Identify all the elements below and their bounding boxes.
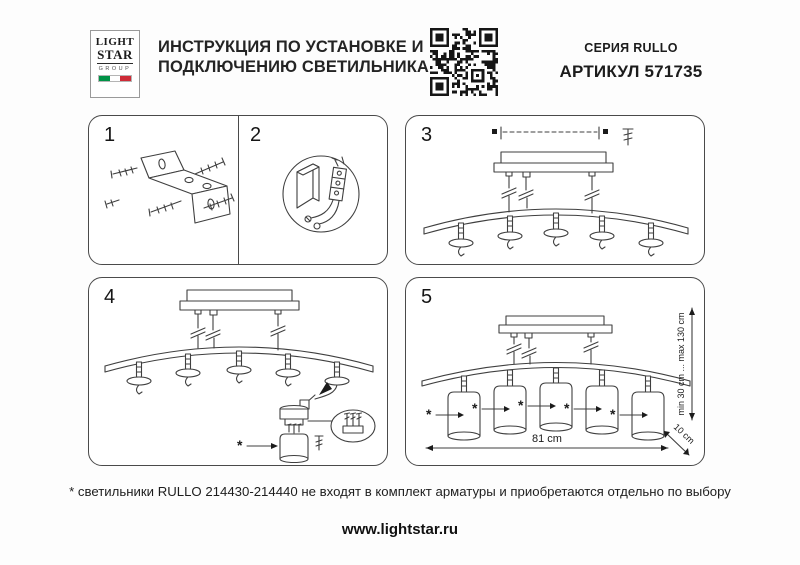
wiring-detail bbox=[283, 156, 359, 232]
terminal-detail-callout bbox=[308, 410, 375, 442]
website-url: www.lightstar.ru bbox=[341, 521, 459, 538]
asterisk-note: * bbox=[564, 400, 570, 416]
logo-text-group: GROUP bbox=[97, 63, 133, 72]
panel-step-4 bbox=[88, 277, 388, 466]
step-1-2-illustration bbox=[89, 116, 389, 266]
width-dimension-label: 81 cm bbox=[532, 433, 562, 445]
height-dimension bbox=[676, 308, 695, 420]
qr-code-icon bbox=[430, 26, 498, 98]
screw-icon bbox=[623, 129, 633, 145]
mounting-bracket bbox=[141, 151, 230, 223]
step-2-number: 2 bbox=[250, 124, 262, 146]
anchor-screw-icon bbox=[111, 167, 137, 178]
asterisk-note: * bbox=[237, 437, 243, 453]
mounting-strip bbox=[492, 127, 608, 139]
logo-text-star: STAR bbox=[97, 47, 133, 62]
anchor-screw-icon bbox=[149, 201, 181, 216]
step-4-number: 4 bbox=[104, 286, 116, 308]
italian-flag-icon bbox=[98, 75, 132, 82]
step-1-number: 1 bbox=[104, 124, 116, 146]
asterisk-note: * bbox=[518, 397, 524, 413]
screw-icon bbox=[105, 200, 119, 208]
ceiling-canopy bbox=[494, 152, 613, 177]
panel-step-5 bbox=[405, 277, 705, 466]
pointer-arrow bbox=[247, 443, 278, 449]
page-title-line1: ИНСТРУКЦИЯ ПО УСТАНОВКЕ И bbox=[158, 38, 424, 56]
footnote: * светильники RULLO 214430-214440 не входят в комплект арматуры и приобретаются отдельно по выбору bbox=[69, 484, 731, 499]
step-3-number: 3 bbox=[421, 124, 433, 146]
step-3-illustration bbox=[406, 116, 706, 266]
article-label: АРТИКУЛ 571735 bbox=[559, 62, 703, 81]
depth-dimension bbox=[664, 422, 696, 455]
screw-icon bbox=[315, 436, 323, 450]
terminal-block bbox=[329, 167, 346, 200]
shade-attachment-detail bbox=[280, 382, 337, 463]
logo-text-light: LIGHT bbox=[95, 36, 135, 48]
page-title bbox=[158, 37, 448, 77]
asterisk-note: * bbox=[610, 406, 616, 422]
suspension-rods bbox=[502, 176, 599, 213]
series-label: СЕРИЯ RULLO bbox=[584, 41, 678, 55]
asterisk-note: * bbox=[472, 400, 478, 416]
ceiling-canopy bbox=[499, 316, 612, 338]
lamp-holders bbox=[449, 213, 663, 256]
height-dimension-label: min 30 cm ... max 130 cm bbox=[676, 312, 686, 416]
page-title-line2: ПОДКЛЮЧЕНИЮ СВЕТИЛЬНИКА bbox=[158, 58, 429, 77]
lamp-holders bbox=[127, 351, 349, 394]
step-4-illustration bbox=[89, 278, 389, 467]
product-info bbox=[538, 41, 724, 82]
panel-step-3 bbox=[405, 115, 705, 265]
suspension-rods bbox=[507, 337, 598, 364]
anchor-screw-icon bbox=[195, 158, 225, 174]
step-5-number: 5 bbox=[421, 286, 433, 308]
asterisk-note: * bbox=[426, 406, 432, 422]
suspension-rods bbox=[191, 314, 285, 350]
lamp-shades bbox=[448, 368, 664, 440]
panel-steps-1-2 bbox=[88, 115, 388, 265]
depth-dimension-label: 10 cm bbox=[671, 421, 697, 446]
lightstar-logo bbox=[90, 30, 140, 98]
ceiling-canopy bbox=[180, 290, 299, 315]
step-5-illustration bbox=[406, 278, 706, 467]
